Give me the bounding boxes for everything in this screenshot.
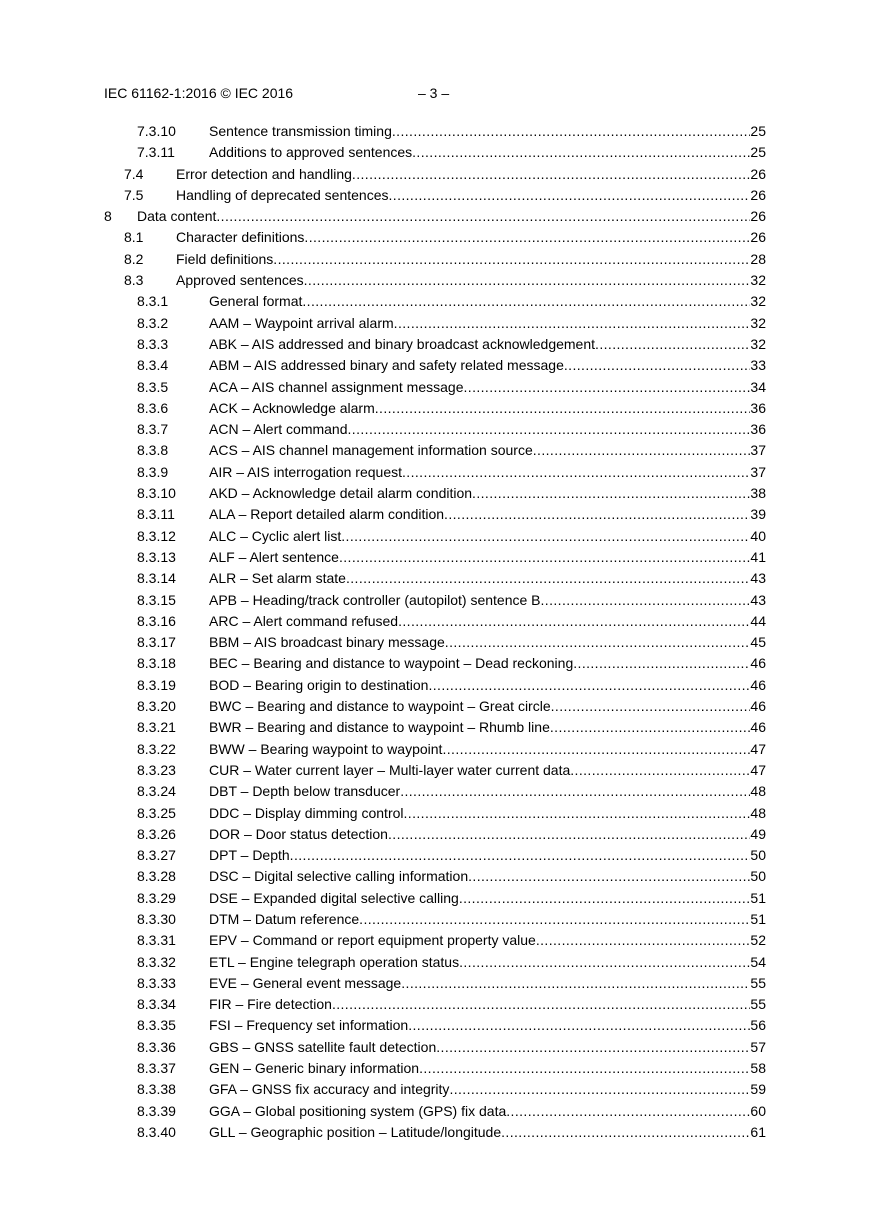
toc-dot-leader bbox=[468, 866, 750, 887]
toc-entry-line bbox=[209, 952, 766, 973]
toc-entry[interactable] bbox=[0, 142, 869, 163]
toc-section-title: GBS – GNSS satellite fault detection bbox=[209, 1038, 437, 1055]
toc-page-number: 26 bbox=[750, 186, 766, 203]
toc-section-title: GLL – Geographic position – Latitude/longitude bbox=[209, 1123, 502, 1140]
toc-section-title: DSE – Expanded digital selective calling bbox=[209, 889, 459, 906]
toc-dot-leader bbox=[341, 526, 750, 547]
toc-entry-line bbox=[209, 1015, 766, 1036]
toc-dot-leader bbox=[402, 462, 750, 483]
toc-dot-leader bbox=[541, 590, 751, 611]
toc-section-title: DTM – Datum reference bbox=[209, 910, 360, 927]
toc-section-number: 8.3.18 bbox=[137, 655, 176, 672]
toc-entry-line bbox=[209, 1101, 766, 1122]
toc-section-number: 8.3.13 bbox=[137, 548, 176, 565]
toc-section-number: 8.3.36 bbox=[137, 1038, 176, 1055]
toc-entry[interactable] bbox=[0, 526, 869, 547]
toc-entry[interactable] bbox=[0, 313, 869, 334]
toc-dot-leader bbox=[564, 355, 751, 376]
toc-entry-line bbox=[209, 973, 766, 994]
toc-page-number: 51 bbox=[750, 910, 766, 927]
toc-dot-leader bbox=[216, 206, 750, 227]
toc-section-number: 8.3.16 bbox=[137, 612, 176, 629]
toc-page-number: 26 bbox=[750, 165, 766, 182]
toc-dot-leader bbox=[392, 121, 751, 142]
toc-section-number: 8.3.39 bbox=[137, 1102, 176, 1119]
toc-entry-line bbox=[176, 185, 766, 206]
toc-page-number: 60 bbox=[750, 1102, 766, 1119]
toc-dot-leader bbox=[533, 440, 751, 461]
toc-entry[interactable] bbox=[0, 185, 869, 206]
toc-entry-line bbox=[209, 291, 766, 312]
toc-section-title: ACA – AIS channel assignment message bbox=[209, 378, 464, 395]
toc-section-number: 8.3.35 bbox=[137, 1017, 176, 1034]
toc-entry-line bbox=[209, 483, 766, 504]
toc-entry[interactable] bbox=[0, 781, 869, 802]
toc-entry[interactable] bbox=[0, 717, 869, 738]
toc-entry[interactable] bbox=[0, 952, 869, 973]
toc-page-number: 45 bbox=[750, 634, 766, 651]
toc-entry-line bbox=[209, 760, 766, 781]
page-number: – 3 – bbox=[418, 85, 450, 101]
toc-dot-leader bbox=[339, 547, 750, 568]
toc-entry-line bbox=[209, 398, 766, 419]
toc-page-number: 39 bbox=[750, 506, 766, 523]
toc-page-number: 41 bbox=[750, 548, 766, 565]
toc-section-number: 8.3.38 bbox=[137, 1081, 176, 1098]
toc-section-number: 8.3.22 bbox=[137, 740, 176, 757]
toc-entry[interactable] bbox=[0, 355, 869, 376]
toc-section-number: 8.3.6 bbox=[137, 399, 169, 416]
toc-page-number: 32 bbox=[750, 293, 766, 310]
toc-entry-line bbox=[209, 313, 766, 334]
toc-page-number: 44 bbox=[750, 612, 766, 629]
toc-page-number: 58 bbox=[750, 1060, 766, 1077]
toc-page-number: 26 bbox=[750, 229, 766, 246]
toc-section-number: 8.3.5 bbox=[137, 378, 169, 395]
toc-section-number: 8.3 bbox=[124, 272, 144, 289]
toc-dot-leader bbox=[459, 952, 750, 973]
toc-entry[interactable] bbox=[0, 1101, 869, 1122]
toc-dot-leader bbox=[398, 611, 750, 632]
toc-dot-leader bbox=[388, 824, 750, 845]
toc-dot-leader bbox=[463, 377, 750, 398]
toc-section-title: Data content bbox=[137, 208, 217, 225]
toc-dot-leader bbox=[352, 164, 751, 185]
toc-entry[interactable] bbox=[0, 1015, 869, 1036]
toc-dot-leader bbox=[302, 291, 750, 312]
toc-section-title: DDC – Display dimming control bbox=[209, 804, 404, 821]
toc-dot-leader bbox=[400, 781, 750, 802]
toc-section-number: 8.3.26 bbox=[137, 825, 176, 842]
toc-entry-line bbox=[209, 803, 766, 824]
toc-entry-line bbox=[209, 377, 766, 398]
toc-page-number: 46 bbox=[750, 676, 766, 693]
toc-section-number: 8.2 bbox=[124, 250, 144, 267]
toc-section-title: ALF – Alert sentence bbox=[209, 548, 339, 565]
toc-entry[interactable] bbox=[0, 611, 869, 632]
toc-page-number: 25 bbox=[750, 123, 766, 139]
toc-section-title: DOR – Door status detection bbox=[209, 825, 388, 842]
toc-entry[interactable] bbox=[0, 334, 869, 355]
toc-section-title: AIR – AIS interrogation request bbox=[209, 463, 402, 480]
toc-section-title: ACN – Alert command bbox=[209, 421, 348, 438]
toc-entry-line bbox=[209, 121, 766, 142]
toc-section-number: 8.3.14 bbox=[137, 570, 176, 587]
toc-dot-leader bbox=[449, 1079, 750, 1100]
toc-dot-leader bbox=[304, 227, 750, 248]
toc-section-number: 8.3.40 bbox=[137, 1123, 176, 1140]
toc-entry[interactable] bbox=[0, 462, 869, 483]
toc-entry-line bbox=[209, 355, 766, 376]
toc-section-title: ALC – Cyclic alert list bbox=[209, 527, 342, 544]
toc-section-title: BWW – Bearing waypoint to waypoint bbox=[209, 740, 443, 757]
toc-entry[interactable] bbox=[0, 1058, 869, 1079]
toc-page-number: 32 bbox=[750, 314, 766, 331]
toc-entry[interactable] bbox=[0, 206, 869, 227]
toc-section-title: ALR – Set alarm state bbox=[209, 570, 346, 587]
toc-page-number: 55 bbox=[750, 996, 766, 1013]
toc-section-title: ACS – AIS channel management information source bbox=[209, 442, 533, 459]
toc-entry[interactable] bbox=[0, 483, 869, 504]
toc-entry-line bbox=[209, 1037, 766, 1058]
toc-entry-line bbox=[176, 270, 766, 291]
toc-section-title: CUR – Water current layer – Multi-layer water current data bbox=[209, 761, 571, 778]
toc-section-number: 8.3.28 bbox=[137, 868, 176, 885]
toc-section-number: 8.3.33 bbox=[137, 974, 176, 991]
toc-page-number: 38 bbox=[750, 485, 766, 502]
toc-entry[interactable] bbox=[0, 504, 869, 525]
toc-entry[interactable] bbox=[0, 568, 869, 589]
toc-page-number: 37 bbox=[750, 463, 766, 480]
toc-section-title: BBM – AIS broadcast binary message bbox=[209, 634, 445, 651]
toc-section-title: BWR – Bearing and distance to waypoint – Rhumb line bbox=[209, 719, 550, 736]
toc-entry-line bbox=[209, 1058, 766, 1079]
toc-section-title: BEC – Bearing and distance to waypoint – Dead reckoning bbox=[209, 655, 574, 672]
toc-entry-line bbox=[209, 888, 766, 909]
toc-section-title: Character definitions bbox=[176, 229, 305, 246]
toc-entry-line bbox=[137, 206, 766, 227]
toc-page-number: 55 bbox=[750, 974, 766, 991]
toc-section-number: 7.5 bbox=[124, 186, 144, 203]
toc-section-title: Error detection and handling bbox=[176, 165, 352, 182]
toc-page-number: 32 bbox=[750, 272, 766, 289]
toc-entry[interactable] bbox=[0, 419, 869, 440]
toc-page-number: 50 bbox=[750, 868, 766, 885]
toc-entry[interactable] bbox=[0, 291, 869, 312]
toc-dot-leader bbox=[273, 249, 750, 270]
document-identifier: IEC 61162-1:2016 © IEC 2016 bbox=[104, 85, 294, 101]
toc-entry-line bbox=[209, 611, 766, 632]
toc-section-number: 8.3.11 bbox=[137, 506, 175, 523]
toc-page-number: 47 bbox=[750, 740, 766, 757]
toc-dot-leader bbox=[570, 760, 750, 781]
toc-dot-leader bbox=[332, 994, 750, 1015]
toc-entry-line bbox=[209, 526, 766, 547]
toc-entry[interactable] bbox=[0, 973, 869, 994]
toc-section-number: 8.3.32 bbox=[137, 953, 176, 970]
toc-dot-leader bbox=[394, 313, 751, 334]
toc-section-number: 8.3.7 bbox=[137, 421, 169, 438]
toc-entry[interactable] bbox=[0, 888, 869, 909]
toc-dot-leader bbox=[550, 717, 751, 738]
toc-entry-line bbox=[209, 504, 766, 525]
toc-section-number: 8.3.20 bbox=[137, 698, 176, 715]
toc-section-title: ACK – Acknowledge alarm bbox=[209, 399, 375, 416]
toc-entry[interactable] bbox=[0, 994, 869, 1015]
toc-entry[interactable] bbox=[0, 653, 869, 674]
toc-dot-leader bbox=[445, 632, 751, 653]
toc-section-title: Additions to approved sentences bbox=[209, 144, 413, 161]
toc-section-number: 8.3.30 bbox=[137, 910, 176, 927]
toc-page-number: 36 bbox=[750, 421, 766, 438]
toc-page-number: 52 bbox=[750, 932, 766, 949]
toc-dot-leader bbox=[419, 1058, 750, 1079]
toc-entry-line bbox=[209, 930, 766, 951]
toc-entry[interactable] bbox=[0, 1037, 869, 1058]
toc-page-number: 48 bbox=[750, 783, 766, 800]
toc-section-number: 8.3.24 bbox=[137, 783, 176, 800]
toc-dot-leader bbox=[348, 419, 751, 440]
toc-entry[interactable] bbox=[0, 547, 869, 568]
toc-section-number: 8.3.31 bbox=[137, 932, 176, 949]
toc-page-number: 57 bbox=[750, 1038, 766, 1055]
toc-dot-leader bbox=[401, 973, 750, 994]
toc-section-number: 7.4 bbox=[124, 165, 144, 182]
toc-section-number: 8.3.17 bbox=[137, 634, 176, 651]
toc-entry-line bbox=[209, 547, 766, 568]
toc-entry-line bbox=[209, 334, 766, 355]
toc-section-title: DSC – Digital selective calling information bbox=[209, 868, 469, 885]
toc-dot-leader bbox=[436, 1037, 750, 1058]
toc-entry-line bbox=[209, 696, 766, 717]
toc-entry-line bbox=[176, 227, 766, 248]
toc-page-number: 33 bbox=[750, 357, 766, 374]
toc-section-title: GGA – Global positioning system (GPS) fix data bbox=[209, 1102, 507, 1119]
toc-entry[interactable] bbox=[0, 866, 869, 887]
toc-section-title: AAM – Waypoint arrival alarm bbox=[209, 314, 394, 331]
toc-section-number: 8.3.25 bbox=[137, 804, 176, 821]
toc-page-number: 46 bbox=[750, 719, 766, 736]
toc-section-number: 8.3.3 bbox=[137, 335, 169, 352]
toc-section-number: 8.1 bbox=[124, 229, 144, 246]
toc-entry-line bbox=[209, 419, 766, 440]
toc-entry-line bbox=[209, 781, 766, 802]
toc-page-number: 40 bbox=[750, 527, 766, 544]
toc-dot-leader bbox=[404, 803, 751, 824]
toc-page-number: 56 bbox=[750, 1017, 766, 1034]
toc-section-number: 7.3.10 bbox=[137, 123, 176, 139]
toc-page-number: 43 bbox=[750, 591, 766, 608]
toc-page-number: 32 bbox=[750, 335, 766, 352]
toc-entry[interactable] bbox=[0, 632, 869, 653]
toc-page-number: 48 bbox=[750, 804, 766, 821]
toc-dot-leader bbox=[444, 504, 750, 525]
toc-page-number: 47 bbox=[750, 761, 766, 778]
toc-dot-leader bbox=[459, 888, 751, 909]
toc-page-number: 36 bbox=[750, 399, 766, 416]
toc-section-number: 8.3.2 bbox=[137, 314, 169, 331]
toc-entry-line bbox=[209, 824, 766, 845]
toc-section-title: BOD – Bearing origin to destination bbox=[209, 676, 429, 693]
toc-dot-leader bbox=[506, 1101, 750, 1122]
toc-page-number: 37 bbox=[750, 442, 766, 459]
toc-dot-leader bbox=[304, 270, 751, 291]
toc-entry[interactable] bbox=[0, 249, 869, 270]
toc-entry-line bbox=[209, 462, 766, 483]
toc-entry-line bbox=[209, 568, 766, 589]
toc-section-title: ARC – Alert command refused bbox=[209, 612, 399, 629]
toc-section-title: ALA – Report detailed alarm condition bbox=[209, 506, 445, 523]
toc-section-title: DPT – Depth bbox=[209, 847, 290, 864]
toc-section-title: FIR – Fire detection bbox=[209, 996, 332, 1013]
toc-section-number: 8.3.12 bbox=[137, 527, 176, 544]
toc-dot-leader bbox=[375, 398, 751, 419]
toc-section-number: 8.3.9 bbox=[137, 463, 169, 480]
toc-section-title: FSI – Frequency set information bbox=[209, 1017, 409, 1034]
toc-section-title: EPV – Command or report equipment property value bbox=[209, 932, 536, 949]
toc-section-number: 8.3.27 bbox=[137, 847, 176, 864]
toc-dot-leader bbox=[595, 334, 750, 355]
toc-dot-leader bbox=[388, 185, 750, 206]
toc-entry-line bbox=[209, 739, 766, 760]
toc-page-number: 61 bbox=[750, 1123, 766, 1140]
toc-section-number: 8.3.29 bbox=[137, 889, 176, 906]
toc-dot-leader bbox=[536, 930, 751, 951]
toc-dot-leader bbox=[408, 1015, 750, 1036]
toc-dot-leader bbox=[573, 653, 750, 674]
toc-entry[interactable] bbox=[0, 824, 869, 845]
toc-dot-leader bbox=[412, 142, 750, 163]
toc-section-title: Handling of deprecated sentences bbox=[176, 186, 389, 203]
toc-entry-line bbox=[209, 653, 766, 674]
toc-section-title: APB – Heading/track controller (autopilot) sentence B bbox=[209, 591, 541, 608]
toc-entry-line bbox=[209, 1122, 766, 1143]
toc-entry-line bbox=[176, 164, 766, 185]
toc-dot-leader bbox=[359, 909, 750, 930]
toc-entry-line bbox=[209, 994, 766, 1015]
toc-dot-leader bbox=[290, 845, 751, 866]
toc-entry[interactable] bbox=[0, 440, 869, 461]
toc-page-number: 34 bbox=[750, 378, 766, 395]
toc-page-number: 49 bbox=[750, 825, 766, 842]
toc-section-number: 8.3.1 bbox=[137, 293, 169, 310]
toc-section-title: EVE – General event message bbox=[209, 974, 402, 991]
toc-section-number: 8 bbox=[104, 208, 112, 225]
toc-section-title: GEN – Generic binary information bbox=[209, 1060, 420, 1077]
toc-section-number: 8.3.37 bbox=[137, 1060, 176, 1077]
toc-entry[interactable] bbox=[0, 164, 869, 185]
toc-entry-line bbox=[209, 675, 766, 696]
toc-section-title: Approved sentences bbox=[176, 272, 304, 289]
toc-section-title: ABM – AIS addressed binary and safety related message bbox=[209, 357, 564, 374]
toc-section-number: 8.3.4 bbox=[137, 357, 169, 374]
toc-page-number: 59 bbox=[750, 1081, 766, 1098]
toc-dot-leader bbox=[346, 568, 750, 589]
toc-entry-line bbox=[209, 717, 766, 738]
toc-entry[interactable] bbox=[0, 739, 869, 760]
toc-page-number: 54 bbox=[750, 953, 766, 970]
table-of-contents bbox=[0, 121, 869, 1143]
toc-dot-leader bbox=[428, 675, 750, 696]
toc-section-title: DBT – Depth below transducer bbox=[209, 783, 401, 800]
toc-section-number: 8.3.19 bbox=[137, 676, 176, 693]
toc-page-number: 25 bbox=[750, 144, 766, 161]
toc-page-number: 43 bbox=[750, 570, 766, 587]
toc-entry[interactable] bbox=[0, 227, 869, 248]
toc-section-number: 8.3.34 bbox=[137, 996, 176, 1013]
toc-page-number: 46 bbox=[750, 698, 766, 715]
toc-page-number: 50 bbox=[750, 847, 766, 864]
toc-entry[interactable] bbox=[0, 909, 869, 930]
toc-entry[interactable] bbox=[0, 845, 869, 866]
toc-page-number: 51 bbox=[750, 889, 766, 906]
toc-page-number: 28 bbox=[750, 250, 766, 267]
toc-entry-line bbox=[209, 142, 766, 163]
toc-section-number: 8.3.8 bbox=[137, 442, 169, 459]
toc-entry-line bbox=[209, 909, 766, 930]
toc-section-number: 8.3.23 bbox=[137, 761, 176, 778]
toc-section-title: ETL – Engine telegraph operation status bbox=[209, 953, 460, 970]
toc-section-number: 7.3.11 bbox=[137, 144, 175, 161]
toc-page-number: 26 bbox=[750, 208, 766, 225]
toc-entry[interactable] bbox=[0, 930, 869, 951]
toc-section-title: BWC – Bearing and distance to waypoint – Great circle bbox=[209, 698, 551, 715]
toc-entry[interactable] bbox=[0, 270, 869, 291]
toc-page-number: 46 bbox=[750, 655, 766, 672]
toc-entry-line bbox=[209, 632, 766, 653]
toc-section-title: Sentence transmission timing bbox=[209, 123, 392, 139]
toc-section-title: General format bbox=[209, 293, 303, 310]
toc-entry[interactable] bbox=[0, 760, 869, 781]
toc-entry[interactable] bbox=[0, 1079, 869, 1100]
toc-section-title: AKD – Acknowledge detail alarm condition bbox=[209, 485, 473, 502]
toc-dot-leader bbox=[501, 1122, 750, 1143]
toc-entry-line bbox=[209, 866, 766, 887]
toc-entry[interactable] bbox=[0, 590, 869, 611]
page-header bbox=[104, 84, 764, 102]
toc-section-title: Field definitions bbox=[176, 250, 274, 267]
toc-entry[interactable] bbox=[0, 377, 869, 398]
toc-section-title: ABK – AIS addressed and binary broadcast acknowledgement bbox=[209, 335, 596, 352]
toc-section-number: 8.3.10 bbox=[137, 485, 176, 502]
toc-entry[interactable] bbox=[0, 675, 869, 696]
toc-dot-leader bbox=[442, 739, 750, 760]
toc-entry[interactable] bbox=[0, 398, 869, 419]
toc-dot-leader bbox=[551, 696, 751, 717]
toc-dot-leader bbox=[472, 483, 750, 504]
toc-entry[interactable] bbox=[0, 803, 869, 824]
toc-entry-line bbox=[209, 1079, 766, 1100]
toc-section-number: 8.3.15 bbox=[137, 591, 176, 608]
toc-entry[interactable] bbox=[0, 1122, 869, 1143]
toc-entry-line bbox=[209, 590, 766, 611]
toc-entry[interactable] bbox=[0, 121, 869, 142]
toc-section-title: GFA – GNSS fix accuracy and integrity bbox=[209, 1081, 450, 1098]
toc-section-number: 8.3.21 bbox=[137, 719, 176, 736]
toc-entry[interactable] bbox=[0, 696, 869, 717]
toc-entry-line bbox=[209, 845, 766, 866]
toc-entry-line bbox=[209, 440, 766, 461]
toc-entry-line bbox=[176, 249, 766, 270]
